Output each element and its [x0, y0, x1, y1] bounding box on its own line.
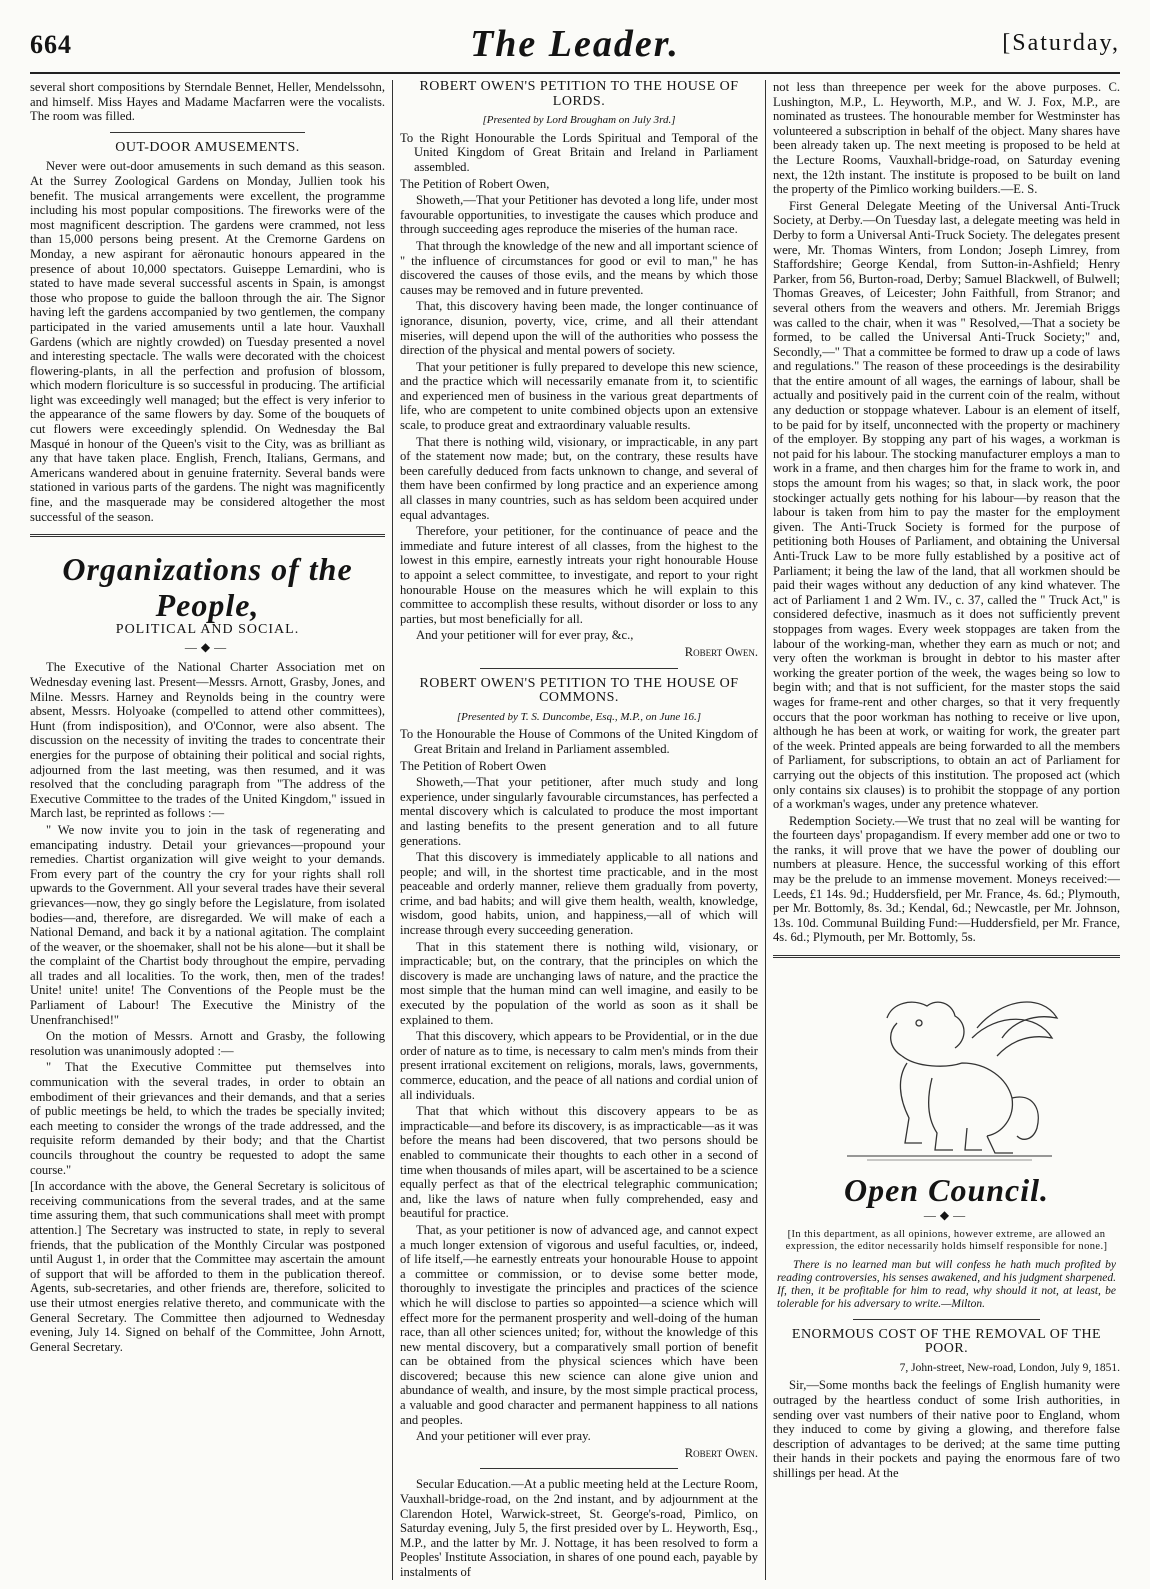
commons-petition-of: The Petition of Robert Owen [400, 758, 547, 773]
lords-petition-p3: That, this discovery having been made, the longer continuance of ignorance, disunion, poverty, vice, crime, and all their attendant miseries, will depend upon the will of the authorities who possess the direction of the physical and mental powers of society. [400, 299, 758, 358]
lords-petition-p2: That through the knowledge of the new and all important science of " the influence of circumstances for good or evil to man," he has discovered the causes of those evils, and the means by which those causes may be removed and in future prevented. [400, 238, 758, 297]
commons-petition-signature: Robert Owen. [684, 1445, 758, 1460]
commons-petition-p6: That, as your petitioner is now of advanced age, and cannot expect a much longer extension of vigorous and useful faculties, or, indeed, of life itself,—he earnestly entreats your honourable House to appoint a committee or commission, or to devise some better mode, thoroughly to investigate the principles and practices of the science which he will disclose to parties so appointed—a science which will effect more for the permanent prosperity and well-doing of the human race, than all other sciences united; for, without the knowledge of this new mental discovery, but a comparatively small portion of benefit can be obtained from the physical sciences which have been discovered; because this new science can alone give union and abundance of wealth, and insure, by the most simple practical process, a valuable and good character and permanent happiness to all nations and peoples. [400, 1222, 758, 1427]
open-council-note: [In this department, as all opinions, however extreme, are allowed an expression, the editor necessarily holds himself responsible for none.] [785, 1228, 1108, 1252]
lords-petition-p7: And your petitioner will for ever pray, &c., [416, 628, 634, 643]
commons-petition-p4: That this discovery, which appears to be Providential, or in the due order of nature as to time, is necessary to calm men's minds from their present irrational excitement on religions, morals, laws, governments, commerce, education, and the peace of all nations and cordial union of all individuals. [400, 1029, 758, 1102]
newspaper-title: The Leader. [470, 23, 680, 65]
organizations-title: Organizations of the People, [62, 551, 353, 624]
page-number: 664 [30, 30, 72, 59]
commons-petition-p2: That this discovery is immediately applicable to all nations and people; and will, in the shortest time practicable, and in the most peaceable and orderly manner, relieve them gradually from poverty, crime, and bad habits; and will give them health, wealth, knowledge, wisdom, good habits, union, and happiness,—all of which will increase through every succeeding generation. [400, 850, 758, 938]
divider [480, 668, 678, 669]
open-council-title: Open Council. [843, 1172, 1050, 1209]
organizations-subtitle: POLITICAL AND SOCIAL. [115, 622, 300, 638]
secretary-notice: [In accordance with the above, the General Secretary is solicitous of receiving communications from the several trades, and at the same time assuring them, that such communications shall meet with prompt attention.] The Secretary was instructed to state, in reply to several friends, that the publication of the Monthly Circular was postponed until August 1, in order that the Committee may ascertain the amount of support that will be afforded to them in the publication thereof. Agents, sub-secretaries, and other friends are, therefore, solicited to use their utmost energies relative thereto, and communicate with the General Secretary. The Committee then adjourned to Wednesday evening, July 14. Signed on behalf of the Committee, John Arnott, General Secretary. [30, 1179, 385, 1354]
divider [480, 1468, 678, 1469]
charter-report: The Executive of the National Charter Association met on Wednesday evening last. Present—Messrs. Arnott, Grasby, Jones, and Milne. Messrs. Harney and Reynolds being in the country were absent, Messrs. Holyoake (compelled to attend other committees), Hunt (from indisposition), and O'Connor, were also absent. The discussion on the necessity of inviting the trades to concentrate their energies for the purpose of obtaining their political and social rights, adjourned from the last meeting, was then resumed, and it was resolved that the concluding paragraph from "The address of the Executive Committee to the trades of the United Kingdom," issued in March last, be reprinted as follows :— [30, 660, 385, 821]
secular-continuation: not less than threepence per week for the above purposes. C. Lushington, M.P., L. Heyworth, M.P., and W. J. Fox, M.P., are nominated as trustees. The honourable member for Westminster has volunteered a subscription in behalf of the object. Many shares have been already taken up. The next meeting is proposed to be held at the Lecture Rooms, Vauxhall-bridge-road, on Saturday evening next, the 12th instant. The institute is proposed to be built on land the property of the Pimlico working builders.—E. S. [773, 80, 1120, 197]
divider [853, 1319, 1040, 1320]
redemption-society: Redemption Society.—We trust that no zeal will be wanting for the fourteen days' propagandism. If every member add one or two to the ranks, it will prove that we have the power of doubling our numbers at pleasure. Hence, the successful working of this effort may be the prelude to an immense movement. Moneys received:—Leeds, £1 14s. 9d.; Huddersfield, per Mr. France, 4s. 6d.; Plymouth, per Mr. Bottomly, 8s. 3d.; Kendal, 6d.; Newcastle, per Mr. Johnson, 13s. 10d. Communal Building Fund:—Huddersfield, per Mr. France, 4s. 6d.; Plymouth, per Mr. Bottomly, 5s. [773, 813, 1120, 945]
address-quote: " We now invite you to join in the task of regenerating and emancipating industry. Detail your grievances—propound your remedies. Chartist organization will give weight to your demands. From every part of the country the cry for your rights shall roll upwards to the Government. All your several trades have their several grievances—now, they go singly before the Legislature, from isolated bodies—and, therefore, are disregarded. We will make of each a National Demand, and back it by a national agitation. The complaint of the weaver, or the shoemaker, shall not be his alone—but it shall be the complaint of the Chartist body throughout the empire, pervading all trades and all localities. To the work, then, men of the trades! Unite! unite! unite! The Conventions of the People must be the Parliament of Labour! The Executive the Ministry of the Unenfranchised!" [30, 822, 385, 1027]
lords-petition-p5: That there is nothing wild, visionary, or impracticable, in any part of the statement now made; but, on the contrary, these results have been carefully deduced from facts unknown to change, and several of them have been confirmed by long practice and an experience among all classes in many countries, such as has seldom been acquired under equal advantages. [400, 434, 758, 522]
column-3 [773, 80, 1120, 1580]
lords-petition-signature: Robert Owen. [684, 644, 758, 659]
section-divider [773, 955, 1120, 958]
ornament-icon: —◆— [923, 1208, 970, 1223]
lords-petition-of: The Petition of Robert Owen, [400, 176, 550, 191]
poor-removal-heading: ENORMOUS COST OF THE REMOVAL OF THE POOR. [791, 1326, 1102, 1357]
letter-dateline: 7, John-street, New-road, London, July 9, 1851. [899, 1361, 1120, 1374]
lords-petition-p6: Therefore, your petitioner, for the continuance of peace and the immediate and future interest of all classes, from the highest to the lowest in this empire, earnestly intreats your right honourable House to appoint a select committee, to investigate, and report to your right honourable House on the measures which he will explain to this committee to accomplish these results, without disorder or loss to any parties, but most beneficially for all. [400, 524, 758, 626]
anti-truck-report: First General Delegate Meeting of the Universal Anti-Truck Society, at Derby.—On Tuesday last, a delegate meeting was held in Derby to form a Universal Anti-Truck Society. The delegates present were, Mr. Thomas Winters, from London; Joseph Limrey, from Staffordshire; George Kendal, from Sutton-in-Ashfield; Henry Parker, from 56, Burton-road, Derby; Samuel Blackwell, of Bulwell; Thomas Greaves, of Leicester; John Faithfull, from Stranor; and several others from the weavers and others. Mr. Jeremiah Briggs was called to the chair, when it was " Resolved,—That a society be formed, to be called the Universal Anti-Truck Society;" and, Secondly,—" That a committee be formed to draw up a code of laws and regulations." The reason of these proceedings is the desirability that the entire amount of all wages, the earnings of labour, shall be actually and positively paid in the current coin of the realm, without any deduction or stoppage whatever. Labour is an element of itself, to be paid for by itself, unconnected with the property or machinery of the employer. By stopping any part of his wages, a workman is not paid for his labour. The stocking manufacturer employs a man to work in a frame, and then charges him for the frame to work in, and stops the amount from his wages; so that, in slack work, the poor stockinger actually gets nothing for his labour—by reason that the labour is taken from him to pay the master for the employment given. The Anti-Truck Society is formed for the purpose of petitioning both Houses of Parliament, and obtaining the Universal Anti-Truck Law to be more fully established by a positive act of Parliament; it being the law of the land, that all workmen should be paid their wages without any deduction of any kind whatever. The act of Parliament 1 and 2 Wm. IV., c. 37, called the " Truck Act," is considered defective, inasmuch as it does not sufficiently prevent stoppages from wages. Every week stoppages are taken from the labour of the working-man, whether they earn as much or not; and very often the workman is brought in debtor to his master after working the greater portion of the week, the wages being so low to begin with; and that is not sufficient, for the master stops the said wages for frame-rent and other charges, so that it very frequently occurs that the poor workman has nothing to receive or live upon, although he has been at work, or waiting for work, the greater part of the week. Printed appeals are being forwarded to all the members of Parliament, for subscriptions, to obtain an act of Parliament for carrying out the objects of this institution. The proposed act (which only contains six clauses) is to prohibit the stoppage of any portion of a workman's wages, under any pretence whatever. [773, 198, 1120, 812]
commons-petition-presented: [Presented by T. S. Duncombe, Esq., M.P., on June 16.] [456, 710, 702, 723]
griffin-illustration-icon [827, 968, 1067, 1168]
milton-quote: There is no learned man but will confess he hath much profited by reading controversies, his senses awakened, and his judgment sharpened. If, then, it be profitable for him to read, why should it not, at least, be tolerable for his adversary to write.—Milton. [777, 1258, 1116, 1310]
ornament-icon: —◆— [184, 639, 231, 654]
commons-petition-address: To the Honourable the House of Commons of the United Kingdom of Great Britain and Ireland in Parliament assembled. [400, 727, 758, 756]
commons-petition-heading: ROBERT OWEN'S PETITION TO THE HOUSE OF COMMONS. [419, 675, 739, 706]
column-rule-left [392, 80, 393, 1580]
lords-petition-p1: Showeth,—That your Petitioner has devoted a long life, under most favourable opportunities, to investigate the causes which produce and through succeeding ages reproduce the miseries of the human race. [400, 193, 758, 237]
outdoor-heading: OUT-DOOR AMUSEMENTS. [115, 139, 300, 155]
commons-petition-p7: And your petitioner will ever pray. [416, 1429, 591, 1444]
column-2 [400, 80, 758, 1580]
commons-petition-p1: Showeth,—That your petitioner, after much study and long experience, under singularly favourable circumstances, has perfected a mental discovery which is calculated to produce the most important and lasting benefits to the present generation and to all future generations. [400, 775, 758, 848]
secular-education: Secular Education.—At a public meeting held at the Lecture Room, Vauxhall-bridge-road, on the 2nd instant, and by adjournment at the Clarendon Hotel, Warwick-street, St. George's-road, Pimlico, on Saturday evening, July 5, the first presided over by L. Heyworth, Esq., M.P., and the latter by Mr. J. Nottage, it has been resolved to form a Peoples' Institute Association, in shares of one pound each, payable by instalments of [400, 1477, 758, 1579]
commons-petition-p3: That in this statement there is nothing wild, visionary, or impracticable; but, on the contrary, that the principles on which the discovery is made are unchanging laws of nature, and the practice the most simple that the human mind can well imagine, and easily to be executed by the population of the world as soon as it shall be explained to them. [400, 939, 758, 1027]
divider [110, 132, 305, 133]
lords-petition-heading: ROBERT OWEN'S PETITION TO THE HOUSE OF LORDS. [419, 80, 739, 109]
lords-petition-p4: That your petitioner is fully prepared to develope this new science, and the practice which will necessarily emanate from it, to scientific and experienced men of business in the various great departments of life, who are competent to unite combined objects upon an extensive scale, to produce great and extraordinary valuable results. [400, 359, 758, 433]
lords-petition-presented: [Presented by Lord Brougham on July 3rd.] [482, 114, 676, 127]
section-divider [30, 534, 385, 537]
issue-day: [Saturday, [1002, 30, 1120, 56]
commons-petition-p5: That that which without this discovery appears to be as impracticable—and before its discovery, is as impracticable—as it was before the means had been discovered, that two persons should be enabled to communicate their thoughts to each other in a second of time when thousands of miles apart, will be ascertained to be a science equally perfect as that of the electrical telegraphic communication; and, like the laws of nature when fully comprehended, easy and beautiful for practice. [400, 1104, 758, 1221]
resolution-quote: " That the Executive Committee put themselves into communication with the several trades, in order to obtain an embodiment of their grievances and their demands, and that a series of public meetings be held, to which the trades be specially invited; each meeting to consider the wrongs of the trade addressed, and the requisite reform demanded by their body; and that the Chartist councils throughout the country be requested to adopt the same course." [30, 1060, 385, 1177]
poor-removal-letter: Sir,—Some months back the feelings of English humanity were outraged by the heartless conduct of some Irish authorities, in sending over vast numbers of their native poor to England, whom they induced to come by giving a glowing, and therefore false description of advantages to be derived; at the same time putting their hands in their pockets and paying the enormous fare of two shillings per head. At the [773, 1378, 1120, 1480]
outdoor-body: Never were out-door amusements in such demand as this season. At the Surrey Zoological Gardens on Monday, Jullien took his benefit. The musical arrangements were excellent, the programme including his most popular compositions. The fireworks were of the most magnificent description. The gardens were crammed, not less than 15,000 persons being present. At the Cremorne Gardens on Monday, a new aspirant for aëronautic honours appeared in the presence of about 10,000 spectators. Guiseppe Lemardini, who is stated to have made several successful ascents in Spain, is amongst those who propose to guide the balloon through the air. The Signor having left the gardens accompanied by two gentlemen, the company participated in the varied amusements until a late hour. Vauxhall Gardens (which are nightly crowded) on Tuesday presented a novel and interesting spectacle. The walls were decorated with the choicest flowering-plants, in all the perfection and profusion of blossom, which modern floriculture is so successful in producing. The artificial light was exceedingly well managed; but the effect is very inferior to the appearance of the same flowers by day. Some of the bouquets of cut flowers were exceedingly splendid. On Wednesday the Bal Masqué in honour of the Queen's visit to the City, was as brilliant as any that have taken place. English, French, Italians, Germans, and Americans wandered about in genuine fraternity. Several bands were stationed in various parts of the gardens. The night was magnificently fine, and the masquerade may be considered altogether the most successful of the season. [30, 159, 385, 524]
masthead [30, 22, 1120, 74]
motion-text: On the motion of Messrs. Arnott and Grasby, the following resolution was unanimously adopted :— [30, 1029, 385, 1058]
column-rule-right [765, 80, 766, 1580]
concert-continuation: several short compositions by Sterndale Bennet, Heller, Mendelssohn, and himself. Miss Hayes and Madame Macfarren were the vocalists. The room was filled. [30, 80, 385, 124]
lords-petition-address: To the Right Honourable the Lords Spiritual and Temporal of the United Kingdom of Great Britain and Ireland in Parliament assembled. [400, 130, 758, 174]
column-1 [30, 80, 385, 1580]
